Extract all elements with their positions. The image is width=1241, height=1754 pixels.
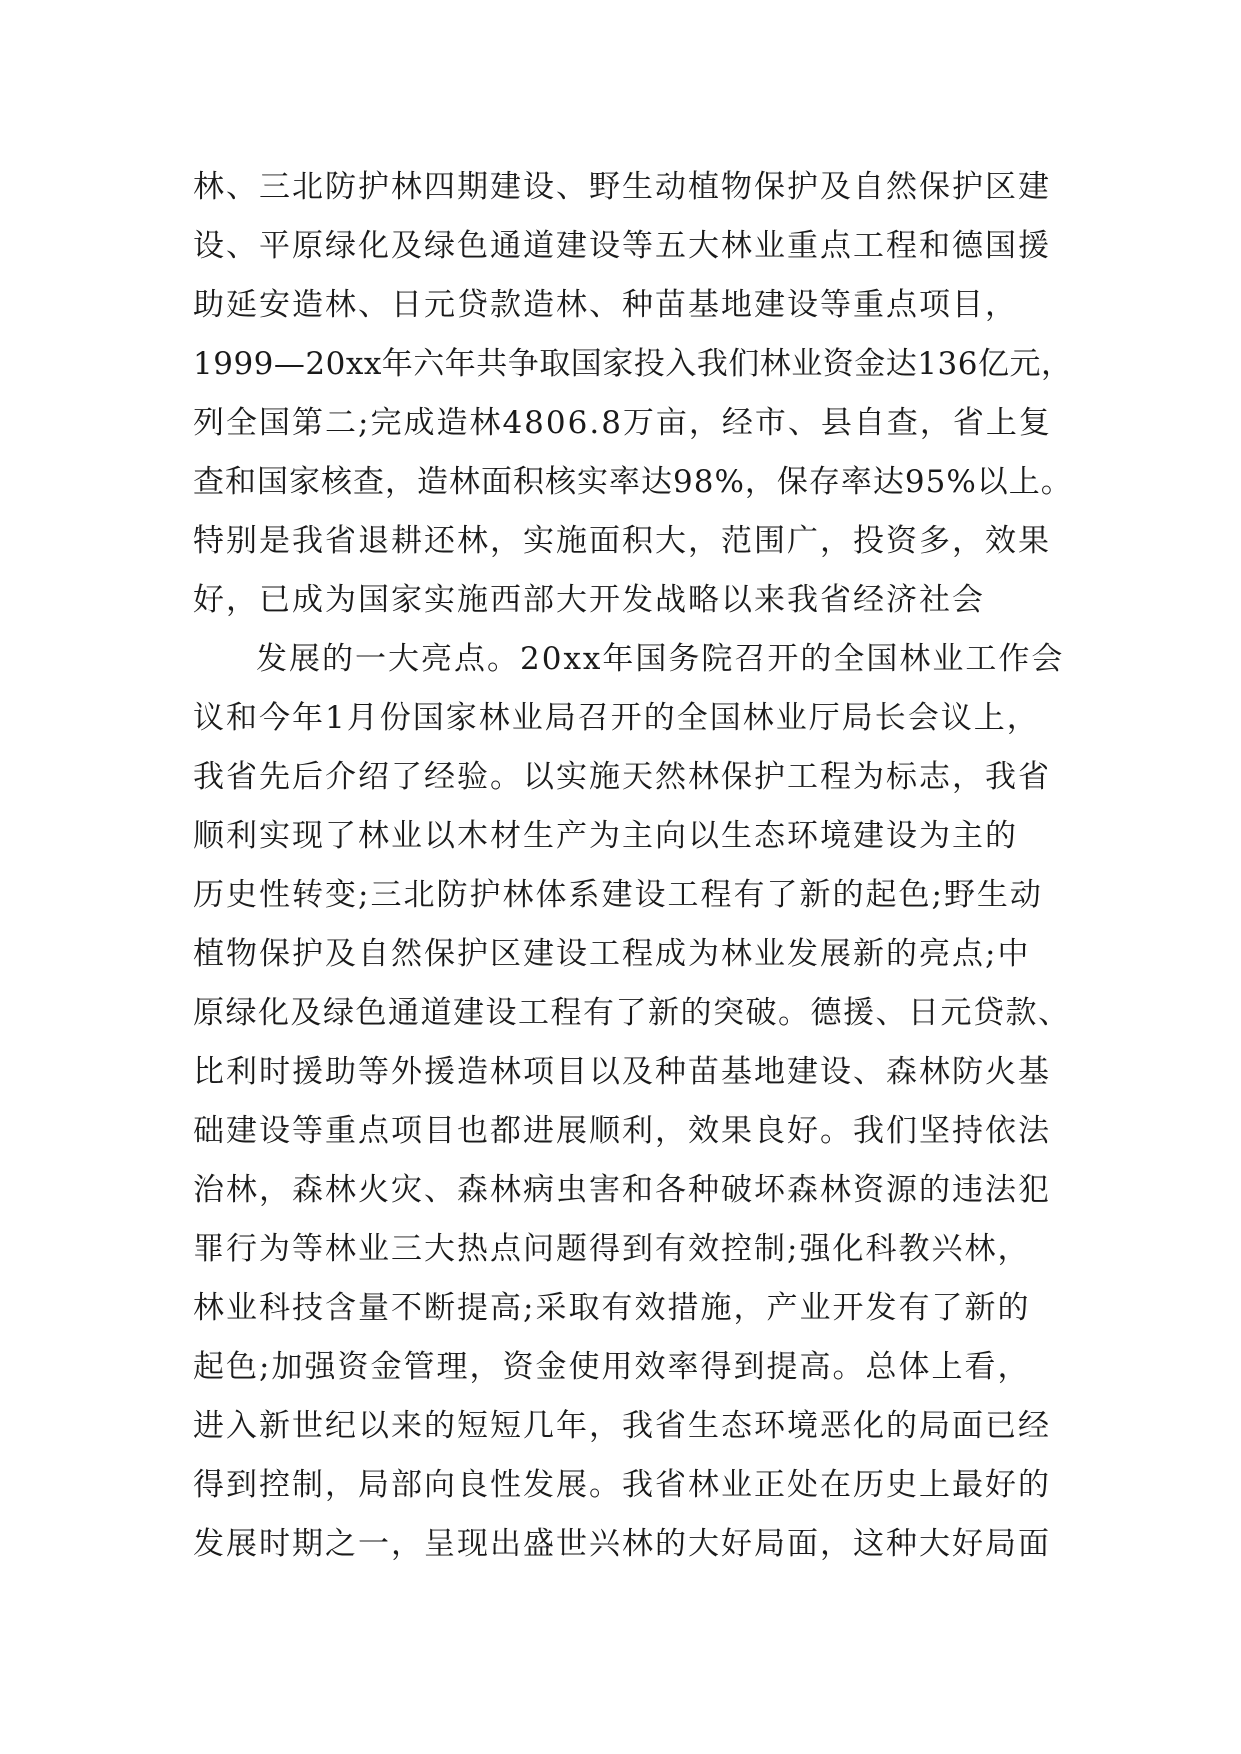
text-line: 查和国家核查，造林面积核实率达98%，保存率达95%以上。 (193, 464, 1073, 500)
text-line: 起色;加强资金管理，资金使用效率得到提高。总体上看， (193, 1349, 1031, 1385)
text-line: 顺利实现了林业以木材生产为主向以生态环境建设为主的 (193, 818, 1018, 854)
text-line: 我省先后介绍了经验。以实施天然林保护工程为标志，我省 (193, 759, 1051, 795)
text-line: 治林，森林火灾、森林病虫害和各种破坏森林资源的违法犯 (193, 1172, 1051, 1208)
text-line: 特别是我省退耕还林，实施面积大，范围广，投资多，效果 (193, 523, 1051, 559)
text-line: 好，已成为国家实施西部大开发战略以来我省经济社会 (193, 582, 985, 618)
text-line: 发展时期之一，呈现出盛世兴林的大好局面，这种大好局面 (193, 1526, 1051, 1562)
text-line: 列全国第二;完成造林4806.8万亩，经市、县自查，省上复 (193, 405, 1052, 441)
text-line: 罪行为等林业三大热点问题得到有效控制;强化科教兴林， (193, 1231, 1031, 1267)
text-line: 历史性转变;三北防护林体系建设工程有了新的起色;野生动 (193, 877, 1043, 913)
text-line: 原绿化及绿色通道建设工程有了新的突破。德援、日元贷款、 (193, 995, 1071, 1031)
paragraph-first-line: 发展的一大亮点。20xx年国务院召开的全国林业工作会 (256, 641, 1065, 677)
text-line: 林业科技含量不断提高;采取有效措施，产业开发有了新的 (193, 1290, 1031, 1326)
text-line: 设、平原绿化及绿色通道建设等五大林业重点工程和德国援 (193, 228, 1051, 264)
text-line: 比利时援助等外援造林项目以及种苗基地建设、森林防火基 (193, 1054, 1051, 1090)
text-line: 植物保护及自然保护区建设工程成为林业发展新的亮点;中 (193, 936, 1031, 972)
body-text (193, 158, 1073, 1574)
text-line: 议和今年1月份国家林业局召开的全国林业厅局长会议上， (193, 700, 1040, 736)
text-line: 进入新世纪以来的短短几年，我省生态环境恶化的局面已经 (193, 1408, 1051, 1444)
text-line: 础建设等重点项目也都进展顺利，效果良好。我们坚持依法 (193, 1113, 1051, 1149)
text-line: 林、三北防护林四期建设、野生动植物保护及自然保护区建 (193, 169, 1051, 205)
text-line: 得到控制，局部向良性发展。我省林业正处在历史上最好的 (193, 1467, 1051, 1503)
text-line: 1999—20xx年六年共争取国家投入我们林业资金达136亿元， (193, 346, 1073, 382)
text-line: 助延安造林、日元贷款造林、种苗基地建设等重点项目， (193, 287, 1018, 323)
